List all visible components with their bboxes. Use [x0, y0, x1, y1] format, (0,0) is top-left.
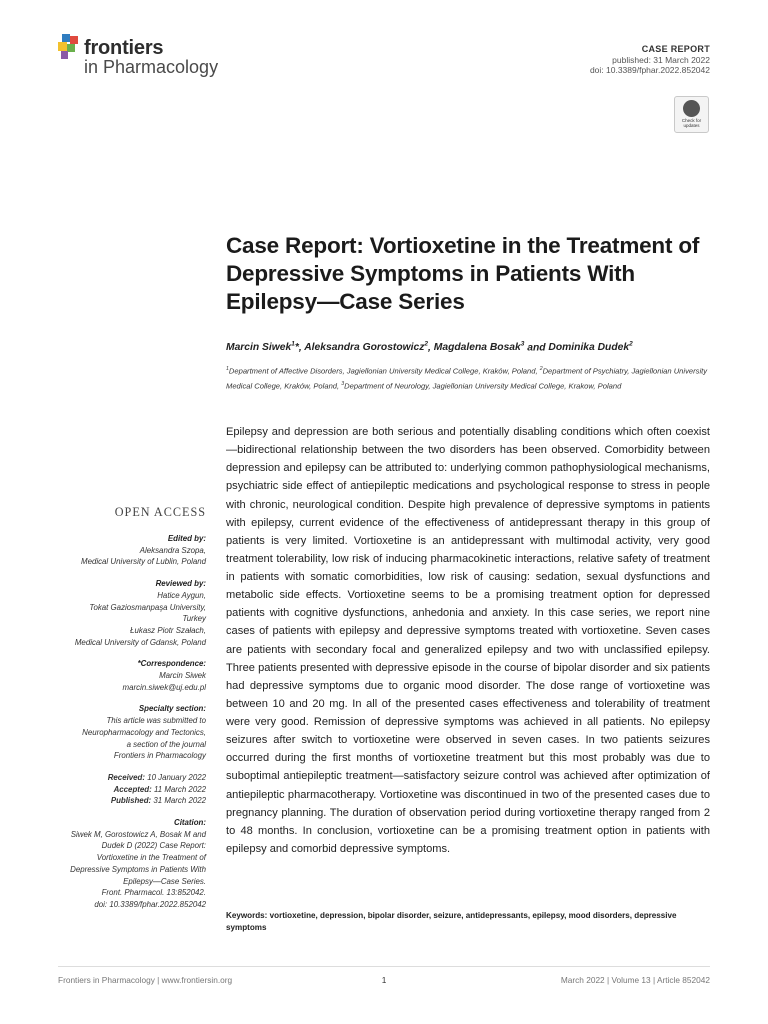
citation-line: Dudek D (2022) Case Report: [101, 841, 206, 851]
citation-line: Siwek M, Gorostowicz A, Bosak M and [70, 829, 206, 839]
abstract-text: Epilepsy and depression are both serious and potentially disabling conditions which often coexist—bidirectional relationship between the two disorders has been observed. Comorbidity between depression and epilepsy can be attributed to: underlying common pathophysiological mechanisms, psychiatric side effect of antiepileptic medications and psychological response to stress in people with chronic, neurological condition. Despite high prevalence of depressive symptoms in patients with epilepsy, current evidence of the effectiveness of antidepressant therapy in this group of patients is very limited. Vortioxetine is an antidepressant with multimodal activity, very good treatment tolerability, low risk of inducing pharmacokinetic interactions, relative safety of treatment in patients with somatic comorbidities, low risk of causing: sedation, sexual dysfunctions and metabolic side effects. Vortioxetine seems to be a promising treatment option for depressed patients with cognitive dysfunctions, anhedonia and anxiety. In this case series, we report nine cases of patients with epilepsy and depressive symptoms treated with vortioxetine. Seven cases are patients with secondary focal and generalized epilepsy and two with unclassified epilepsy. Three patients presented with depressive episode in the course of bipolar disorder and six patients had depressive symptoms due to organic mood disorder. The dose range of vortioxetine was between 10 and 20 mg. In all of the presented cases effectiveness and tolerability of treatment were very good. Remission of depressive symptoms was achieved in all patients. No epilepsy seizures after switch to vortioxetine were observed in seven cases. In two patients seizures occurred during the first months of vortioxetine treatment but this most probably was due to suboptimal antiepileptic treatment—satisfactory seizure control was achieved after optimization of antiepileptic pharmacotherapy. Vortioxetine was discontinued in two of the presented cases due to pregnancy planning. The duration of observation period during vortioxetine therapy ranged from 2 to 48 months. In conclusion, vortioxetine can be a promising treatment option in patients with epilepsy and comorbid depressive symptoms. [226, 426, 710, 855]
citation-line: Front. Pharmacol. 13:852042. [101, 888, 206, 898]
author[interactable]: Aleksandra Gorostowicz$^2$ [304, 341, 429, 354]
reviewer-affiliation: Medical University of Gdansk, Poland [74, 637, 206, 647]
author-list: Marcin Siwek$^1$*, Aleksandra Gorostowicz$^2$, Magdalena Bosak$^3$ and Dominika Dudek$^2$ [226, 341, 633, 354]
reviewer-affiliation: Tokat Gaziosmanpaşa University, [89, 602, 206, 612]
article-sidebar [30, 504, 206, 911]
author[interactable]: Dominika Dudek$^2$ [548, 341, 633, 354]
author[interactable]: Magdalena Bosak$^3$ [433, 341, 525, 354]
open-access-label: OPEN ACCESS [114, 505, 206, 519]
specialty-line: Neuropharmacology and Tectonics, [82, 727, 206, 737]
check-updates-icon [683, 100, 700, 117]
citation-line: Epilepsy—Case Series. [123, 876, 206, 886]
citation-label: Citation: [174, 818, 206, 828]
reviewer-name[interactable]: Hatice Aygun, [157, 590, 206, 600]
keywords-label: Keywords: [226, 911, 268, 920]
journal-logo [58, 34, 238, 80]
accepted-date: Accepted: 11 March 2022 [113, 784, 206, 794]
logo-text-journal: in Pharmacology [84, 57, 219, 77]
published-date-sidebar: Published: 31 March 2022 [110, 796, 206, 806]
correspondent-name: Marcin Siwek [159, 671, 206, 681]
article-type: CASE REPORT [641, 44, 710, 54]
specialty-line: This article was submitted to [106, 716, 206, 726]
keywords [226, 910, 710, 933]
published-date: published: 31 March 2022 [612, 54, 710, 65]
frontiers-logo-icon [58, 34, 82, 60]
footer-divider [58, 966, 710, 967]
reviewed-by-label: Reviewed by: [155, 579, 206, 589]
affiliations: $^1$Department of Affective Disorders, Jagiellonian University Medical College, Kraków, Poland, $^2$Department of Psychiatry, Jagiellonian University Medical College, Kraków, Poland, $^3$Department of Neurology, Jagiellonian University Medical College, Krakow, Poland [226, 366, 708, 391]
correspondence-label: *Correspondence: [137, 659, 206, 669]
edited-by-label: Edited by: [167, 534, 206, 543]
correspondent-email[interactable]: marcin.siwek@uj.edu.pl [122, 682, 206, 692]
citation-line: Vortioxetine in the Treatment of [96, 853, 206, 863]
logo-text-frontiers: frontiers [84, 37, 164, 59]
citation-doi[interactable]: doi: 10.3389/fphar.2022.852042 [94, 899, 206, 909]
article-title: Case Report: Vortioxetine in the Treatment of Depressive Symptoms in Patients With Epilepsy—Case Series [226, 233, 700, 314]
check-for-updates-badge[interactable] [674, 96, 709, 133]
badge-label: Check for updates [681, 118, 702, 128]
reviewer-name[interactable]: Łukasz Piotr Szałach, [130, 625, 206, 635]
footer-issue-info: March 2022 | Volume 13 | Article 852042 [560, 975, 710, 985]
specialty-line: Frontiers in Pharmacology [113, 751, 206, 761]
specialty-section-label: Specialty section: [138, 704, 206, 714]
footer-journal-link[interactable]: Frontiers in Pharmacology | www.frontiersin.org [58, 975, 233, 985]
page-number: 1 [381, 975, 387, 985]
reviewer-affiliation: Turkey [182, 614, 206, 624]
received-date: Received: 10 January 2022 [107, 772, 206, 782]
article-header-info [470, 44, 710, 76]
article-doi: doi: 10.3389/fphar.2022.852042 [589, 65, 710, 75]
author[interactable]: Marcin Siwek$^1$* [226, 341, 299, 354]
keywords-text: vortioxetine, depression, bipolar disorder, seizure, antidepressants, epilepsy, mood disorders, depressive symptoms [226, 911, 677, 932]
citation-line: Depressive Symptoms in Patients With [70, 864, 206, 874]
specialty-line: a section of the journal [126, 739, 206, 749]
editor-name[interactable]: Aleksandra Szopa, [139, 545, 206, 555]
editor-affiliation: Medical University of Lublin, Poland [81, 557, 206, 567]
